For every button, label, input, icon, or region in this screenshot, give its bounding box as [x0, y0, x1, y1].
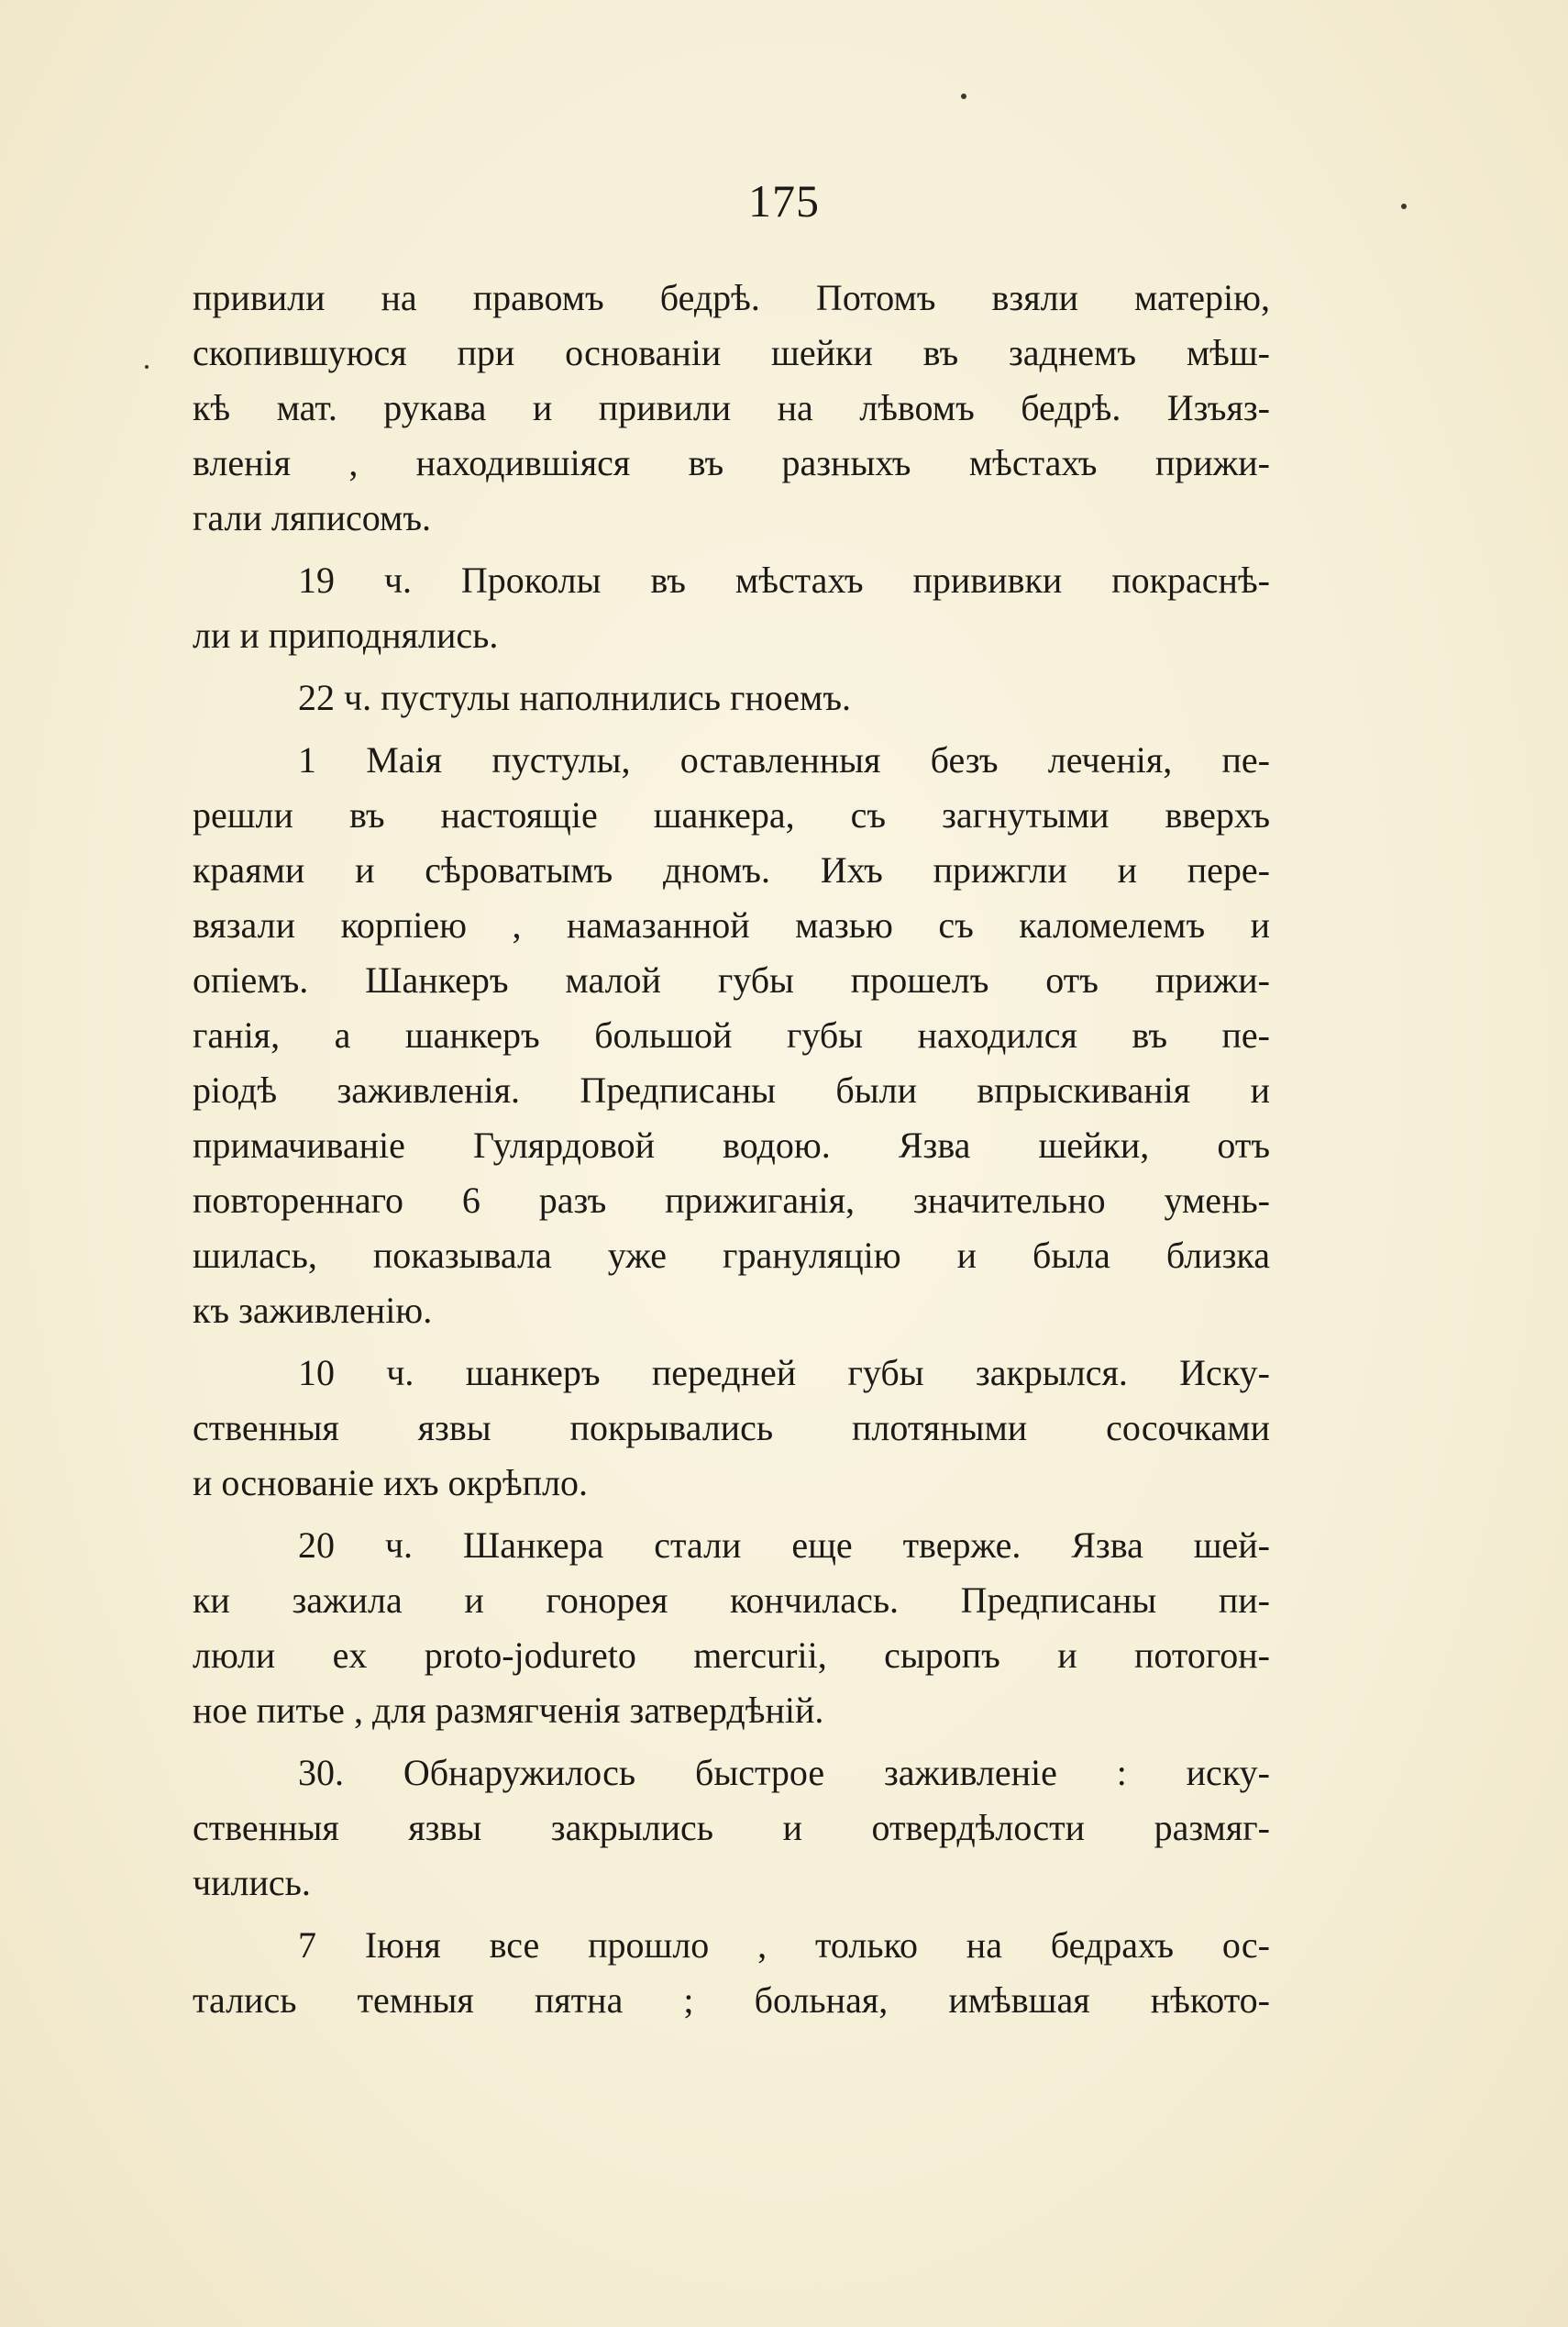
page-number: 175: [748, 175, 820, 227]
text-line: вленія , находившіяся въ разныхъ мѣстахъ прижи-: [193, 442, 1270, 483]
text-line: скопившуюся при основаніи шейки въ заднемъ мѣш-: [193, 332, 1270, 373]
text-line: кѣ мат. рукава и привили на лѣвомъ бедрѣ. Изъяз-: [193, 387, 1270, 428]
text-line: 30. Обнаружилось быстрое заживленіе : иску-: [298, 1752, 1270, 1793]
paragraph-gap: [193, 546, 1270, 553]
text-line: люли ex proto-joduretо mercurii, сыропъ и потогон-: [193, 1634, 1270, 1676]
ink-speck: [1401, 204, 1407, 209]
text-line: 19 ч. Проколы въ мѣстахъ прививки покраснѣ-: [298, 560, 1270, 601]
body-text: [193, 271, 1270, 2028]
text-line: вязали корпіею , намазанной мазью съ каломелемъ и: [193, 904, 1270, 946]
paragraph-gap: [193, 1338, 1270, 1346]
paragraph-gap: [193, 726, 1270, 733]
text-line: 20 ч. Шанкера стали еще тверже. Язва шей-: [298, 1524, 1270, 1566]
ink-speck: [961, 94, 966, 99]
text-line: и основаніе ихъ окрѣпло.: [193, 1462, 589, 1503]
paragraph-gap: [193, 663, 1270, 670]
text-line: ганія, а шанкеръ большой губы находился въ пе-: [193, 1014, 1270, 1056]
text-line: повтореннаго 6 разъ прижиганія, значительно умень-: [193, 1180, 1270, 1221]
paragraph-gap: [193, 1911, 1270, 1918]
text-line: ли и приподнялись.: [193, 615, 499, 656]
paragraph-gap: [193, 1738, 1270, 1745]
text-line: 7 Іюня все прошло , только на бедрахъ ос-: [298, 1924, 1270, 1966]
text-line: гали ляписомъ.: [193, 497, 432, 538]
text-line: къ заживленію.: [193, 1290, 433, 1331]
text-line: ственныя язвы закрылись и отвердѣлости размяг-: [193, 1807, 1270, 1848]
text-line: 10 ч. шанкеръ передней губы закрылся. Иску-: [298, 1352, 1270, 1393]
text-line: краями и сѣроватымъ дномъ. Ихъ прижгли и пере-: [193, 849, 1270, 891]
text-line: ріодѣ заживленія. Предписаны были впрыскиванія и: [193, 1069, 1270, 1111]
text-line: примачиваніе Гулярдовой водою. Язва шейки, отъ: [193, 1125, 1270, 1166]
text-line: шилась, показывала уже грануляцію и была близка: [193, 1235, 1270, 1276]
text-line: ственныя язвы покрывались плотяными сосочками: [193, 1407, 1270, 1448]
text-line: чились.: [193, 1862, 311, 1903]
text-line: ное питье , для размягченія затвердѣній.: [193, 1690, 824, 1731]
ink-speck: [145, 365, 149, 369]
text-line: решли въ настоящіе шанкера, съ загнутыми вверхъ: [193, 794, 1270, 836]
text-line: 1 Маія пустулы, оставленныя безъ леченія, пе-: [298, 739, 1270, 781]
text-line: опіемъ. Шанкеръ малой губы прошелъ отъ прижи-: [193, 959, 1270, 1001]
paragraph-gap: [193, 1511, 1270, 1518]
text-line: 22 ч. пустулы наполнились гноемъ.: [298, 677, 852, 718]
text-line: привили на правомъ бедрѣ. Потомъ взяли матерію,: [193, 277, 1270, 318]
text-line: тались темныя пятна ; больная, имѣвшая нѣкото-: [193, 1979, 1270, 2021]
text-line: ки зажила и гонорея кончилась. Предписаны пи-: [193, 1579, 1270, 1621]
